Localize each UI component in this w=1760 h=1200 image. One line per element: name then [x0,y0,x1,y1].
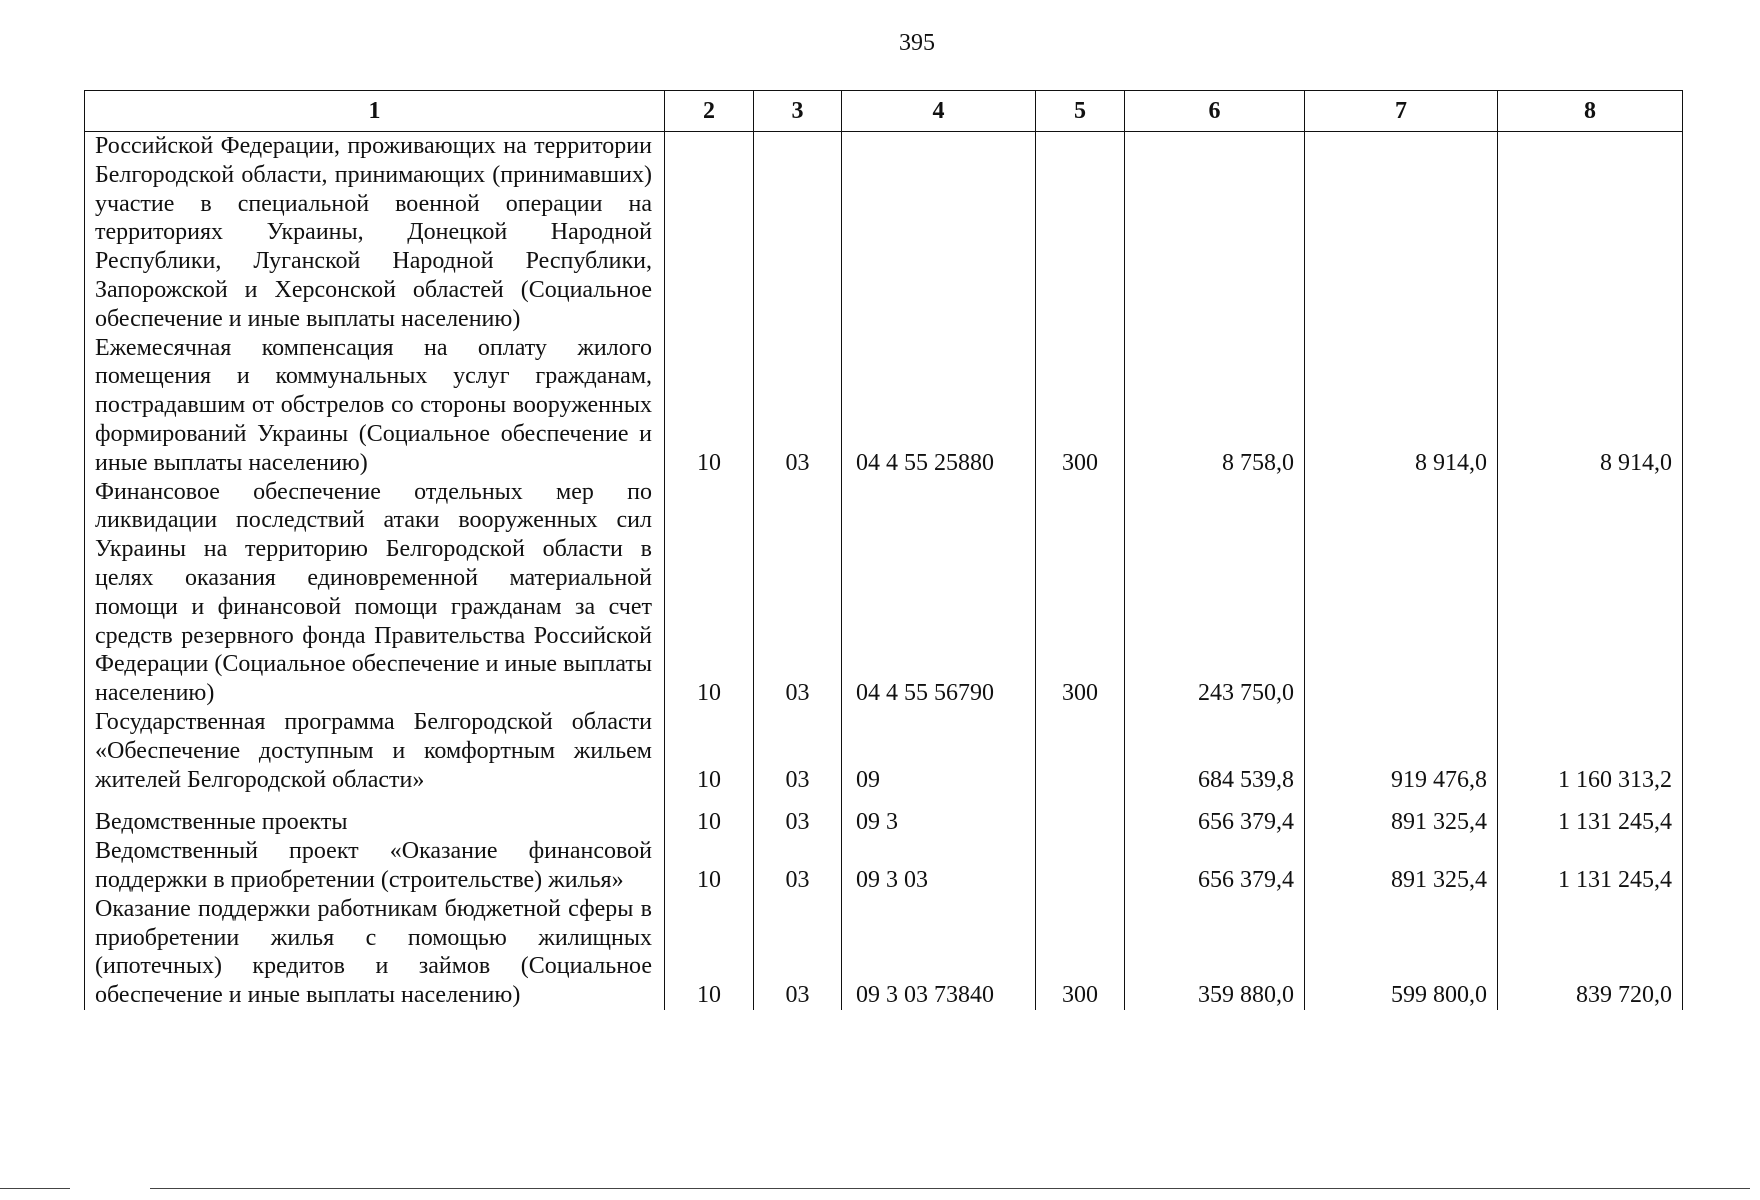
page-number: 395 [899,30,935,56]
row-amount-col6: 684 539,8 [1125,708,1305,794]
row-subsection: 03 [754,895,842,1010]
row-amount-col6: 359 880,0 [1125,895,1305,1010]
row-amount-col6: 656 379,4 [1125,837,1305,895]
row-amount-col6: 656 379,4 [1125,808,1305,837]
row-amount-col6 [1125,132,1305,334]
row-section [665,132,754,334]
row-amount-col8: 1 160 313,2 [1498,708,1683,794]
row-amount-col8 [1498,478,1683,708]
row-target-code: 09 3 03 [842,837,1036,895]
row-expense-type: 300 [1036,334,1125,478]
table-row [85,895,1683,1010]
row-expense-type: 300 [1036,895,1125,1010]
row-target-code: 09 3 03 73840 [842,895,1036,1010]
column-header: 5 [1036,91,1125,132]
table-row [85,837,1683,895]
table-row [85,132,1683,334]
row-expense-type: 300 [1036,478,1125,708]
row-target-code: 09 3 [842,808,1036,837]
budget-table [84,90,1683,1010]
row-name: Ведомственный проект «Оказание финансовой поддержки в приобретении (строительстве) жилья» [85,837,665,895]
row-expense-type [1036,708,1125,794]
row-subsection: 03 [754,837,842,895]
table-header-row [85,91,1683,132]
column-header: 6 [1125,91,1305,132]
column-header: 4 [842,91,1036,132]
row-subsection [754,132,842,334]
row-target-code: 04 4 55 56790 [842,478,1036,708]
row-amount-col7 [1305,132,1498,334]
column-header: 8 [1498,91,1683,132]
row-amount-col6: 8 758,0 [1125,334,1305,478]
column-header: 2 [665,91,754,132]
table-row [85,334,1683,478]
row-name: Государственная программа Белгородской области «Обеспечение доступным и комфортным жильем жителей Белгородской области» [85,708,665,794]
row-amount-col7 [1305,478,1498,708]
budget-table-container [84,90,1682,1010]
row-name: Финансовое обеспечение отдельных мер по ликвидации последствий атаки вооруженных сил Украины на территорию Белгородской области в целях оказания единовременной материальной помощи и финансовой помощи гражданам за счет средств резервного фонда Правительства Российской Федерации (Социальное обеспечение и иные выплаты населению) [85,478,665,708]
row-subsection: 03 [754,478,842,708]
row-expense-type [1036,808,1125,837]
table-row [85,478,1683,708]
row-target-code: 09 [842,708,1036,794]
row-amount-col8: 1 131 245,4 [1498,837,1683,895]
row-expense-type [1036,132,1125,334]
row-section: 10 [665,895,754,1010]
row-amount-col8: 8 914,0 [1498,334,1683,478]
row-section: 10 [665,837,754,895]
row-subsection: 03 [754,708,842,794]
row-amount-col7: 891 325,4 [1305,837,1498,895]
column-header: 7 [1305,91,1498,132]
row-section: 10 [665,708,754,794]
row-section: 10 [665,334,754,478]
row-amount-col8: 839 720,0 [1498,895,1683,1010]
row-target-code [842,132,1036,334]
row-amount-col7: 919 476,8 [1305,708,1498,794]
column-header: 1 [85,91,665,132]
table-row [85,708,1683,794]
table-row [85,808,1683,837]
row-section: 10 [665,808,754,837]
row-amount-col6: 243 750,0 [1125,478,1305,708]
row-amount-col7: 8 914,0 [1305,334,1498,478]
row-amount-col8 [1498,132,1683,334]
row-name: Ведомственные проекты [85,808,665,837]
row-name: Оказание поддержки работникам бюджетной сферы в приобретении жилья с помощью жилищных (ипотечных) кредитов и займов (Социальное обеспечение и иные выплаты населению) [85,895,665,1010]
row-subsection: 03 [754,334,842,478]
page-bottom-rule-left [0,1188,70,1189]
row-amount-col7: 599 800,0 [1305,895,1498,1010]
row-amount-col8: 1 131 245,4 [1498,808,1683,837]
column-header: 3 [754,91,842,132]
row-amount-col7: 891 325,4 [1305,808,1498,837]
row-section: 10 [665,478,754,708]
row-name: Российской Федерации, проживающих на территории Белгородской области, принимающих (принимавших) участие в специальной военной операции на территориях Украины, Донецкой Народной Республики, Луганской Народной Республики, Запорожской и Херсонской областей (Социальное обеспечение и иные выплаты населению) [85,132,665,334]
page-bottom-rule [150,1188,1750,1189]
row-subsection: 03 [754,808,842,837]
row-expense-type [1036,837,1125,895]
row-target-code: 04 4 55 25880 [842,334,1036,478]
row-spacer [85,794,1683,808]
row-name: Ежемесячная компенсация на оплату жилого помещения и коммунальных услуг гражданам, пострадавшим от обстрелов со стороны вооруженных формирований Украины (Социальное обеспечение и иные выплаты населению) [85,334,665,478]
